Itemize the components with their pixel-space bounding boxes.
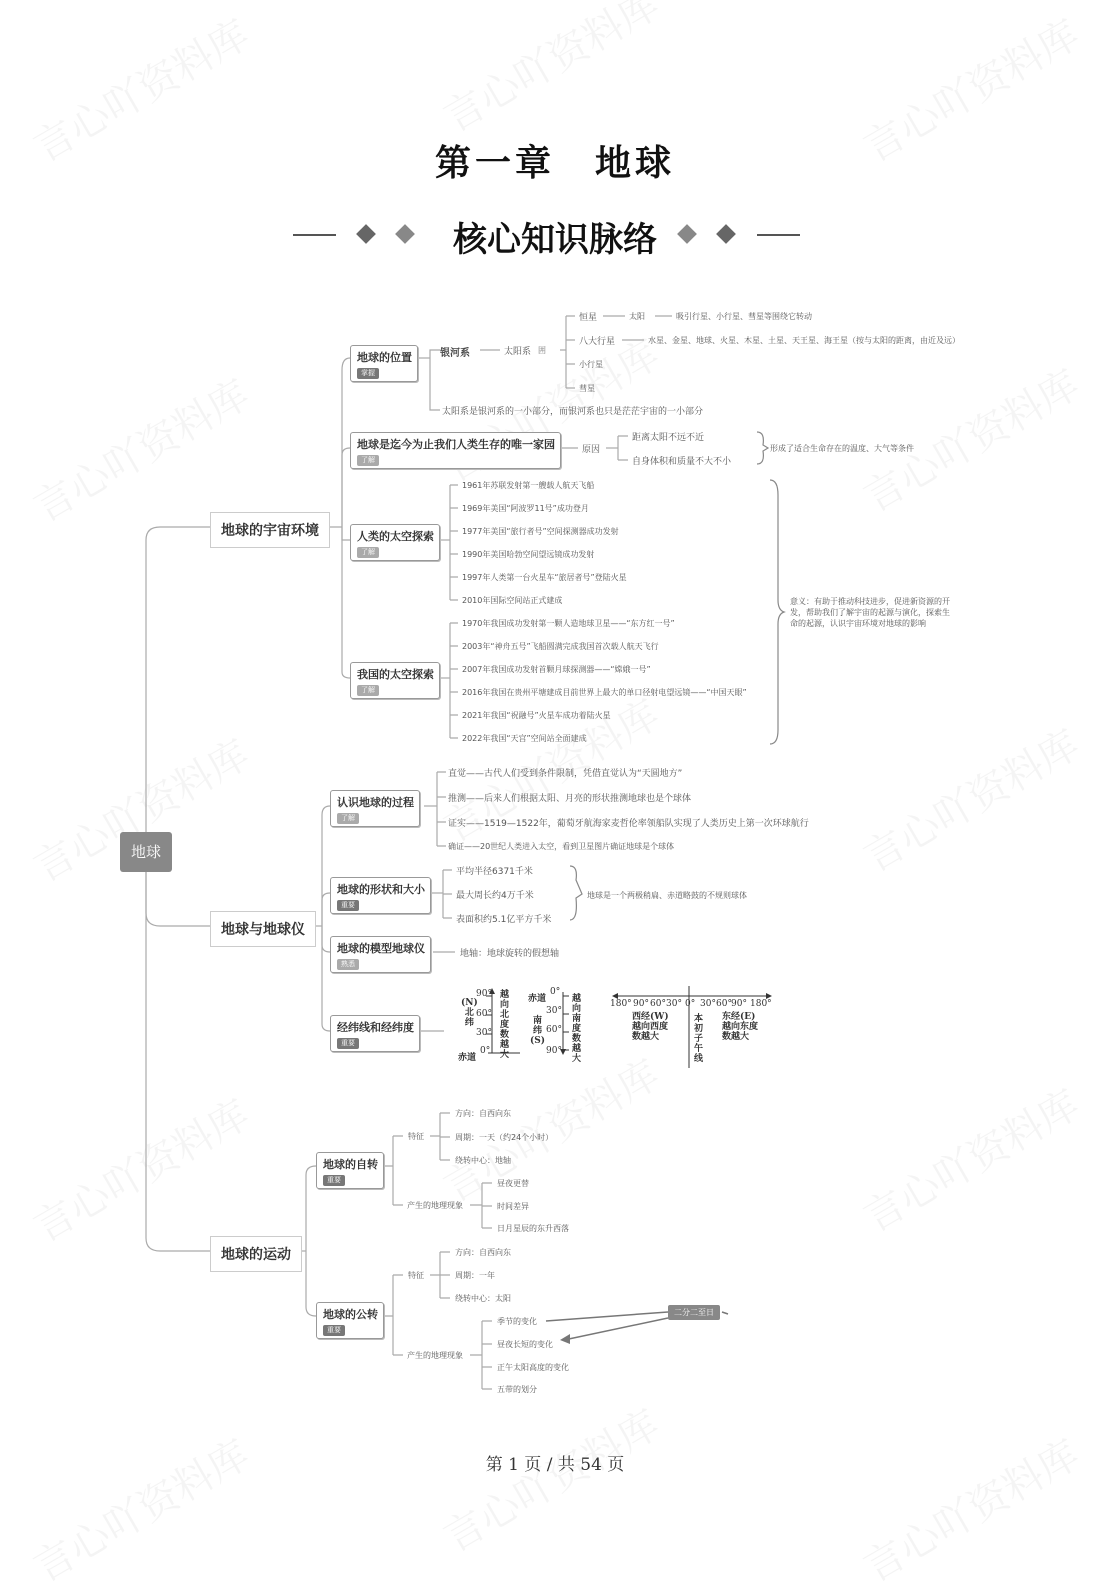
branch-motion: 地球的运动 (210, 1236, 302, 1272)
node-china-space (350, 662, 440, 699)
reason-1: 距离太阳不远不近 (632, 433, 705, 443)
node-latlon (330, 1015, 420, 1052)
list-item: 方向：自西向东 (455, 1248, 511, 1257)
equator-label: 赤道 (528, 994, 547, 1004)
axis-note: 地轴：地球旋转的假想轴 (460, 949, 560, 959)
list-item: 时间差异 (497, 1202, 529, 1211)
node-label: 地球的公转 (323, 1308, 378, 1321)
node-label: 地球的形状和大小 (337, 883, 425, 896)
root-node: 地球 (120, 832, 172, 872)
shape-summary: 地球是一个两极稍扁、赤道略鼓的不规则球体 (587, 891, 747, 900)
tag-badge: 重要 (323, 1175, 345, 1186)
node-label: 经纬线和经纬度 (337, 1021, 414, 1034)
node-label: 人类的太空探索 (357, 530, 434, 543)
node-position (350, 345, 418, 382)
list-item: 五带的划分 (497, 1385, 537, 1394)
significance-note: 意义：有助于推动科技进步，促进新资源的开发，帮助我们了解宇宙的起源与演化，探索生命的起源，认识宇宙环境对地球的影响 (790, 597, 950, 628)
deg-label: 0° (685, 999, 696, 1009)
deg-label: 30° (476, 1028, 492, 1038)
tag-badge: 重要 (337, 1038, 359, 1049)
list-item: 2007年我国成功发射首颗月球探测器——“嫦娥一号” (462, 665, 651, 674)
list-item: 1970年我国成功发射第一颗人造地球卫星——“东方红一号” (462, 619, 675, 628)
list-item: 2003年“神舟五号”飞船圆满完成我国首次载人航天飞行 (462, 642, 659, 651)
branch-globe: 地球与地球仪 (210, 911, 316, 947)
node-shape (330, 877, 431, 914)
deg-label: 90° (476, 989, 492, 999)
list-item: 周期：一天（约24个小时） (455, 1133, 554, 1142)
deg-label: 60° (650, 999, 666, 1009)
deg-label: 90° (633, 999, 649, 1009)
west-note: 西经(W) 越向西度 数越大 (632, 1012, 669, 1042)
deg-label: 180° (610, 999, 632, 1009)
list-item: 1969年美国“阿波罗11号”成功登月 (462, 504, 589, 513)
list-item: 1990年美国哈勃空间望远镜成功发射 (462, 550, 595, 559)
tag-badge: 了解 (357, 547, 379, 558)
planets: 八大行星 (579, 337, 616, 347)
tag-badge: 熟悉 (337, 959, 359, 970)
list-item: 正午太阳高度的变化 (497, 1363, 569, 1372)
list-item: 绕转中心：地轴 (455, 1156, 511, 1165)
equator-label: 赤道 (458, 1053, 477, 1063)
deg-label: 60° (476, 1009, 492, 1019)
node-home (350, 432, 561, 469)
page-subtitle: 核心知识脉络 (453, 220, 657, 260)
node-label: 地球的自转 (323, 1158, 378, 1171)
list-item: 推测——后来人们根据太阳、月亮的形状推测地球也是个球体 (448, 794, 692, 804)
list-item: 昼夜长短的变化 (497, 1340, 553, 1349)
sun-note: 吸引行星、小行星、彗星等围绕它转动 (676, 312, 812, 321)
branch-universe: 地球的宇宙环境 (210, 512, 330, 548)
north-hemi: (N) 北 纬 (461, 998, 478, 1028)
list-item: 1961年苏联发射第一艘载人航天飞船 (462, 481, 595, 490)
deg-label: 30° (666, 999, 682, 1009)
solar-system: 太阳系 (504, 347, 532, 357)
list-item: 确证——20世纪人类进入太空，看到卫星图片确证地球是个球体 (448, 842, 675, 851)
deg-label: 0° (550, 987, 561, 997)
page-title: 第一章 地球 (434, 142, 675, 184)
node-label: 地球的位置 (357, 351, 412, 364)
feature-label: 特征 (408, 1271, 424, 1280)
tag-badge: 了解 (357, 455, 379, 466)
list-item: 季节的变化 (497, 1317, 537, 1326)
list-item: 方向：自西向东 (455, 1109, 511, 1118)
deg-label: 60° (546, 1025, 562, 1035)
phen-label: 产生的地理现象 (407, 1201, 463, 1210)
milky-way: 银河系 (440, 348, 470, 359)
deg-label: 60° (716, 999, 732, 1009)
list-item: 直觉——古代人们受到条件限制，凭借直觉认为“天圆地方” (448, 769, 683, 779)
tag-badge: 掌握 (357, 368, 379, 379)
list-item: 周期：一年 (455, 1271, 495, 1280)
solar-terms-node: 二分二至日 (668, 1305, 720, 1320)
node-process (330, 790, 420, 827)
node-human-space (350, 524, 440, 561)
tag-badge: 了解 (357, 685, 379, 696)
includes-mark: 囲 (538, 346, 546, 355)
list-item: 1977年美国“旅行者号”空间探测器成功发射 (462, 527, 619, 536)
list-item: 证实——1519—1522年，葡萄牙航海家麦哲伦率领船队实现了人类历史上第一次环球航行 (448, 819, 809, 829)
south-hemi: 南 纬 (S) (530, 1016, 546, 1046)
reason: 原因 (582, 445, 601, 455)
position-summary: 太阳系是银河系的一小部分，而银河系也只是茫茫宇宙的一小部分 (442, 407, 704, 417)
tag-badge: 重要 (323, 1325, 345, 1336)
list-item: 绕转中心：太阳 (455, 1294, 511, 1303)
deg-label: 90° (546, 1046, 562, 1056)
node-label: 认识地球的过程 (337, 796, 414, 809)
asteroid: 小行星 (579, 360, 603, 369)
feature-label: 特征 (408, 1132, 424, 1141)
deg-label: 90° (731, 999, 747, 1009)
list-item: 2010年国际空间站正式建成 (462, 596, 563, 605)
deg-label: 0° (480, 1046, 491, 1056)
deg-label: 30° (700, 999, 716, 1009)
node-label: 我国的太空探索 (357, 668, 434, 681)
home-result: 形成了适合生命存在的温度、大气等条件 (770, 444, 914, 453)
node-revolution (316, 1302, 384, 1339)
node-label: 地球的模型地球仪 (337, 942, 425, 955)
node-rotation (316, 1152, 384, 1189)
deg-label: 30° (546, 1006, 562, 1016)
list-item: 昼夜更替 (497, 1179, 529, 1188)
node-model (330, 936, 431, 973)
list-item: 1997年人类第一台火星车“旅居者号”登陆火星 (462, 573, 627, 582)
comet: 彗星 (579, 384, 595, 393)
sun: 太阳 (629, 312, 645, 321)
tag-badge: 了解 (337, 813, 359, 824)
list-item: 平均半径6371千米 (456, 867, 533, 877)
list-item: 2016年我国在贵州平塘建成目前世界上最大的单口径射电望远镜——“中国天眼” (462, 688, 747, 697)
deg-label: 180° (750, 999, 772, 1009)
list-item: 最大周长约4万千米 (456, 891, 534, 901)
list-item: 日月星辰的东升西落 (497, 1224, 569, 1233)
list-item: 2022年我国“天宫”空间站全面建成 (462, 734, 587, 743)
tag-badge: 重要 (337, 900, 359, 911)
east-note: 东经(E) 越向东度 数越大 (722, 1012, 759, 1042)
list-item: 2021年我国“祝融号”火星车成功着陆火星 (462, 711, 611, 720)
list-item: 表面积约5.1亿平方千米 (456, 915, 552, 925)
phen-label: 产生的地理现象 (407, 1351, 463, 1360)
planets-note: 水星、金星、地球、火星、木星、土星、天王星、海王星（按与太阳的距离，由近及远） (648, 336, 960, 345)
south-note: 越向南度数越大 (572, 994, 582, 1064)
prime-meridian: 本 初 子 午 线 (694, 1014, 704, 1064)
north-note: 越向北度数越大 (500, 990, 510, 1060)
node-label: 地球是迄今为止我们人类生存的唯一家园 (357, 438, 555, 451)
reason-2: 自身体积和质量不大不小 (632, 457, 732, 467)
star: 恒星 (579, 313, 598, 323)
page-footer: 第 1 页 / 共 54 页 (485, 1455, 625, 1475)
